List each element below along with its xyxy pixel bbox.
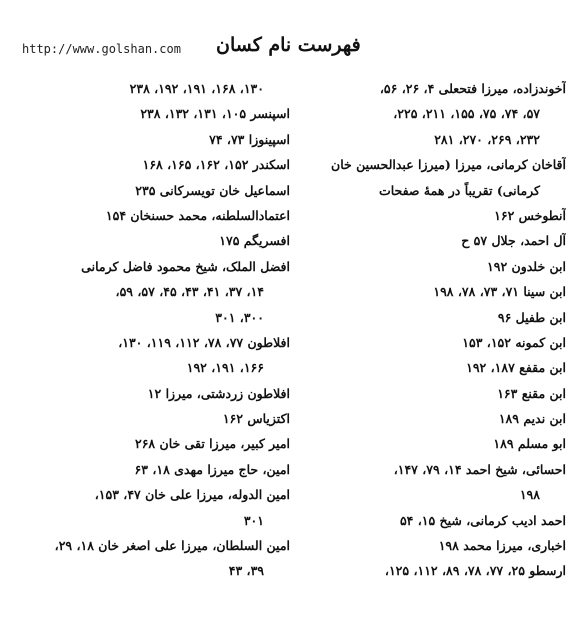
index-entry: امین الدوله، میرزا علی خان ۴۷، ۱۵۳،	[94, 487, 290, 503]
website-url: http://www.golshan.com	[22, 42, 181, 56]
index-entry: آخوندزاده، میرزا فتحعلی ۴، ۲۶، ۵۶،	[379, 81, 566, 96]
index-entry: ابن مقنع ۱۶۳	[497, 385, 566, 401]
index-column-left	[8, 76, 290, 640]
index-entry: امیر کبیر، میرزا تقی خان ۲۶۸	[135, 436, 290, 452]
index-entry: ۵۷، ۷۴، ۷۵، ۱۵۵، ۲۱۱، ۲۲۵،	[393, 106, 540, 122]
page-title: فهرست نام کسان	[216, 34, 361, 56]
index-entry: احمد ادیب کرمانی، شیخ ۱۵، ۵۴	[399, 512, 566, 528]
index-column-right	[290, 76, 566, 640]
index-entry: ۳۰۱	[243, 512, 264, 528]
index-entry: افسریگم ۱۷۵	[219, 233, 290, 249]
index-entry: افلاطون زردشتی، میرزا ۱۲	[147, 385, 290, 401]
index-entry: ۱۳۰، ۱۶۸، ۱۹۱، ۱۹۲، ۲۳۸	[129, 81, 264, 96]
index-entry: کرمانی) تقریباً در همهٔ صفحات	[378, 182, 540, 198]
index-entry: اسکندر ۱۵۲، ۱۶۲، ۱۶۵، ۱۶۸	[142, 157, 290, 173]
index-entry: امین السلطان، میرزا علی اصغر خان ۱۸، ۲۹،	[54, 538, 290, 554]
index-entry: ابن خلدون ۱۹۲	[487, 258, 566, 274]
index-entry: ۳۰۰، ۳۰۱	[215, 309, 264, 325]
page-header	[0, 30, 572, 66]
index-entry: آقاخان کرمانی، میرزا (میرزا عبدالحسین خان	[331, 157, 566, 173]
index-entry: ابن طفیل ۹۶	[497, 309, 566, 325]
index-entry: ابو مسلم ۱۸۹	[493, 436, 566, 452]
index-entry: ابن سینا ۷۱، ۷۳، ۷۸، ۱۹۸	[433, 284, 566, 300]
index-entry: ۱۶۶، ۱۹۱، ۱۹۲	[186, 360, 264, 376]
index-entry: آنطوخس ۱۶۲	[494, 207, 566, 223]
index-entry: ارسطو ۲۵، ۷۷، ۷۸، ۸۹، ۱۱۲، ۱۲۵،	[384, 563, 566, 579]
index-entry: ۳۹، ۴۳	[228, 563, 264, 579]
index-entry: ابن کمونه ۱۵۲، ۱۵۳	[462, 334, 566, 350]
index-entry: احسائی، شیخ احمد ۱۴، ۷۹، ۱۴۷،	[393, 461, 566, 477]
index-entry: اکتزیاس ۱۶۲	[222, 411, 290, 427]
index-entry: اخباری، میرزا محمد ۱۹۸	[438, 538, 566, 554]
index-entry: ۱۹۸	[519, 487, 540, 503]
index-entry: اسپینوزا ۷۳، ۷۴	[209, 131, 290, 147]
index-entry: آل احمد، جلال ۵۷ ح	[461, 233, 566, 249]
index-entry: اسماعیل خان تویسرکانی ۲۳۵	[135, 182, 290, 198]
index-entry: افلاطون ۷۷، ۷۸، ۱۱۲، ۱۱۹، ۱۳۰،	[118, 334, 290, 350]
index-entry: افضل الملک، شیخ محمود فاضل کرمانی	[81, 258, 290, 274]
index-entry: اعتمادالسلطنه، محمد حسنخان ۱۵۴	[105, 207, 290, 223]
index-entry: ۱۴، ۳۷، ۴۱، ۴۳، ۴۵، ۵۷، ۵۹،	[115, 284, 264, 300]
index-entry: ابن مقفع ۱۸۷، ۱۹۲	[466, 360, 566, 376]
index-entry: ۲۳۲، ۲۶۹، ۲۷۰، ۲۸۱	[434, 131, 540, 147]
index-entry: ابن ندیم ۱۸۹	[498, 411, 566, 427]
index-entry: اسپنسر ۱۰۵، ۱۳۱، ۱۳۲، ۲۳۸	[140, 106, 290, 122]
index-entry: امین، حاج میرزا مهدی ۱۸، ۶۳	[134, 461, 290, 477]
